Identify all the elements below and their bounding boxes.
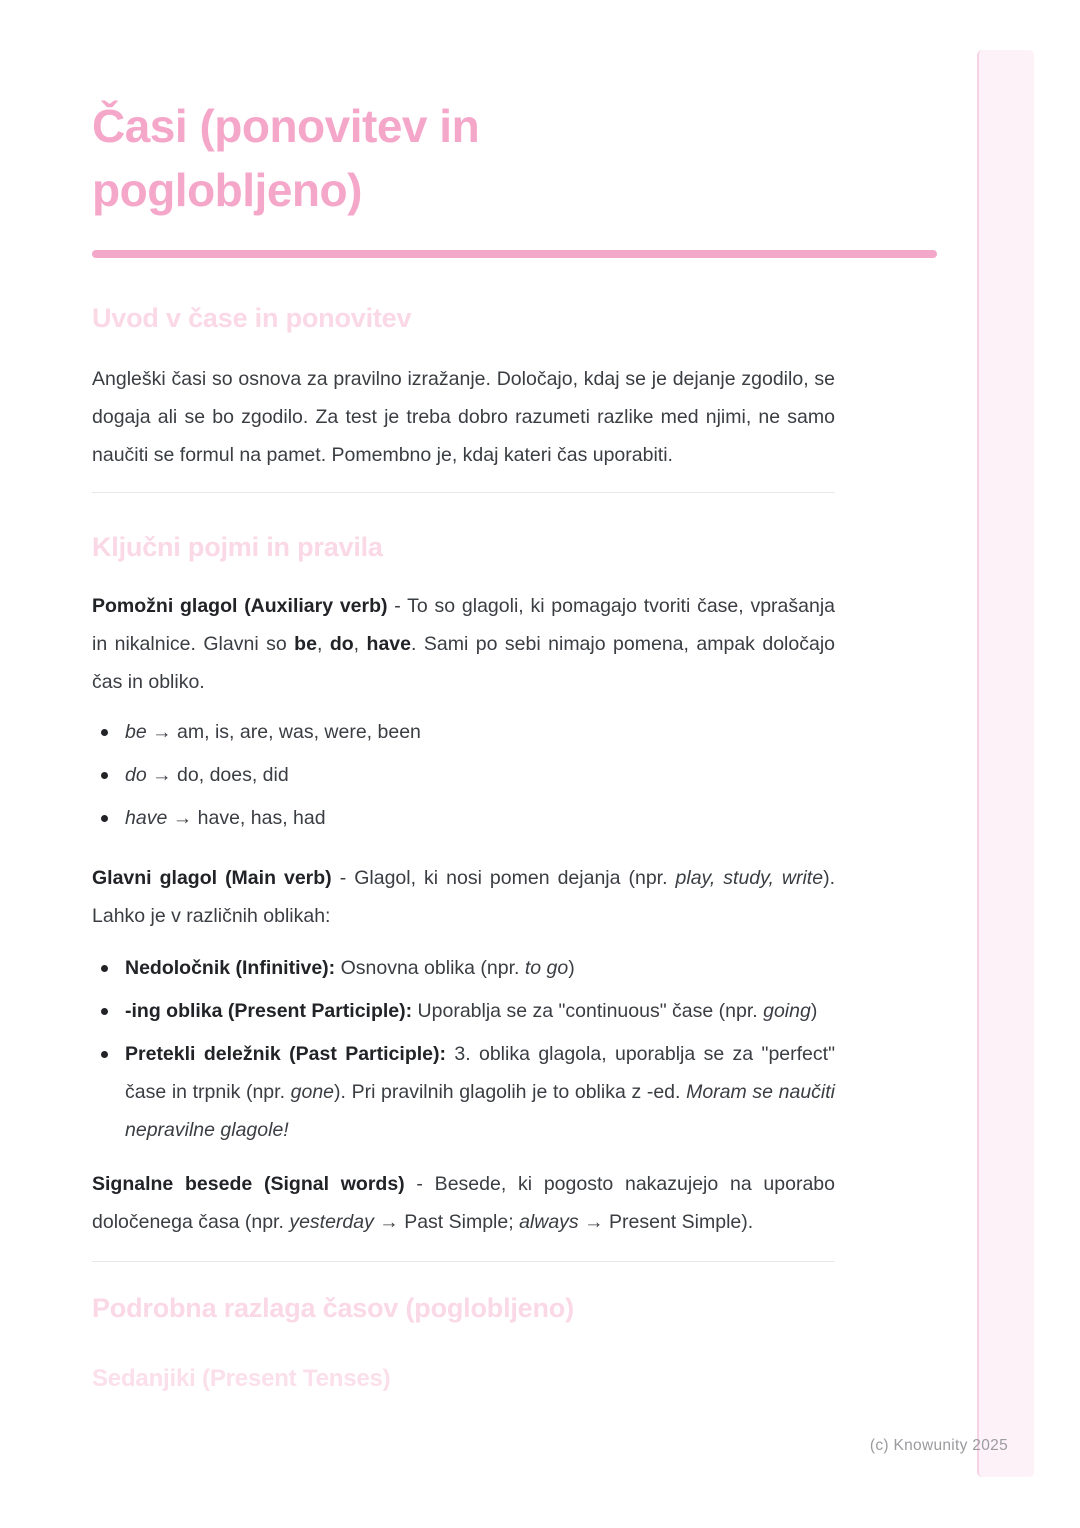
section-heading-concepts: Ključni pojmi in pravila <box>92 532 383 562</box>
bullet-icon <box>101 772 108 779</box>
intro-paragraph: Angleški časi so osnova za pravilno izražanje. Določajo, kdaj se je dejanje zgodilo, se dogaja ali se bo zgodilo. Za test je treba dobro razumeti razlike med njimi, ne samo naučiti se formul na pamet. Pomembno je, kdaj kateri čas uporabiti. <box>92 368 835 466</box>
italic-term: going <box>763 1000 811 1022</box>
page-title <box>92 94 835 222</box>
text-run: → do, does, did <box>146 764 289 786</box>
italic-term: do <box>125 764 147 786</box>
text-run: - Besede, ki pogosto nakazujejo na uporabo določenega časa (npr. <box>92 1173 835 1233</box>
bold-term: Signalne besede (Signal words) <box>92 1173 405 1195</box>
bullet-icon <box>101 965 108 972</box>
bold-term: Glavni glagol (Main verb) <box>92 867 332 889</box>
text-run: - To so glagoli, ki pomagajo tvoriti čase, vprašanja in nikalnice. Glavni so <box>92 595 835 655</box>
section-heading-detailed: Podrobna razlaga časov (poglobljeno) <box>92 1293 574 1323</box>
subsection-heading-present-tenses: Sedanjiki (Present Tenses) <box>92 1365 391 1392</box>
text-run: . Sami po sebi nimajo pomena, ampak določajo čas in obliko. <box>92 633 836 693</box>
section-heading-intro: Uvod v čase in ponovitev <box>92 303 412 333</box>
bold-term: -ing oblika (Present Participle): <box>125 1000 413 1022</box>
text-run: ). Pri pravilnih glagolih je to oblika z -ed. <box>334 1081 687 1103</box>
section-divider <box>92 1261 835 1262</box>
bold-term: do <box>329 633 354 655</box>
italic-note: Moram se naučiti nepravilne glagole! <box>125 1081 836 1141</box>
auxiliary-forms-list <box>92 713 835 837</box>
signal-words-paragraph <box>92 1165 835 1241</box>
page-title-line-1: Časi (ponovitev in <box>92 100 480 152</box>
text-run: → Past Simple; <box>373 1211 520 1233</box>
italic-term: always <box>519 1211 579 1233</box>
list-item <box>92 1035 835 1149</box>
copyright-footer: (c) Knowunity 2025 <box>869 1437 1008 1454</box>
text-run: → Present Simple). <box>578 1211 754 1233</box>
bullet-icon <box>101 815 108 822</box>
page-title-line-2: poglobljeno) <box>92 164 362 216</box>
text-run: ). Lahko je v različnih oblikah: <box>92 867 835 927</box>
list-item <box>92 756 835 794</box>
italic-term: play, study, write <box>675 867 824 889</box>
section-intro <box>92 302 835 474</box>
decorative-side-stripe <box>977 50 1034 1477</box>
note-content <box>92 0 835 1393</box>
text-run: ) <box>810 1000 818 1022</box>
main-verb-paragraph <box>92 859 835 935</box>
bold-term: be <box>294 633 317 655</box>
italic-term: have <box>125 807 168 829</box>
list-item <box>92 799 835 837</box>
section-detailed-explanation <box>92 1292 835 1393</box>
bullet-icon <box>101 1051 108 1058</box>
list-item <box>92 713 835 751</box>
bold-term: have <box>366 633 411 655</box>
text-run: → have, has, had <box>167 807 326 829</box>
verb-forms-list <box>92 949 835 1149</box>
list-item <box>92 949 835 987</box>
italic-term: to go <box>524 957 569 979</box>
text-run: Uporablja se za "continuous" čase (npr. <box>412 1000 764 1022</box>
bold-term: Pomožni glagol (Auxiliary verb) <box>92 595 388 617</box>
bullet-icon <box>101 1008 108 1015</box>
bold-term: Pretekli deležnik (Past Participle): <box>125 1043 446 1065</box>
italic-term: yesterday <box>289 1211 374 1233</box>
italic-term: be <box>125 721 147 743</box>
text-run: - Glagol, ki nosi pomen dejanja (npr. <box>331 867 676 889</box>
text-run: , <box>353 633 367 655</box>
auxiliary-verb-paragraph <box>92 587 835 701</box>
bullet-icon <box>101 729 108 736</box>
text-run: , <box>316 633 330 655</box>
section-key-concepts <box>92 531 835 1241</box>
text-run: 3. oblika glagola, uporablja se za "perfect" čase in trpnik (npr. <box>125 1043 835 1103</box>
title-underline-rule <box>92 250 937 258</box>
list-item <box>92 992 835 1030</box>
text-run: Osnovna oblika (npr. <box>335 957 525 979</box>
text-run: → am, is, are, was, were, been <box>146 721 421 743</box>
bold-term: Nedoločnik (Infinitive): <box>125 957 336 979</box>
section-divider <box>92 492 835 493</box>
italic-term: gone <box>290 1081 335 1103</box>
text-run: ) <box>568 957 575 979</box>
